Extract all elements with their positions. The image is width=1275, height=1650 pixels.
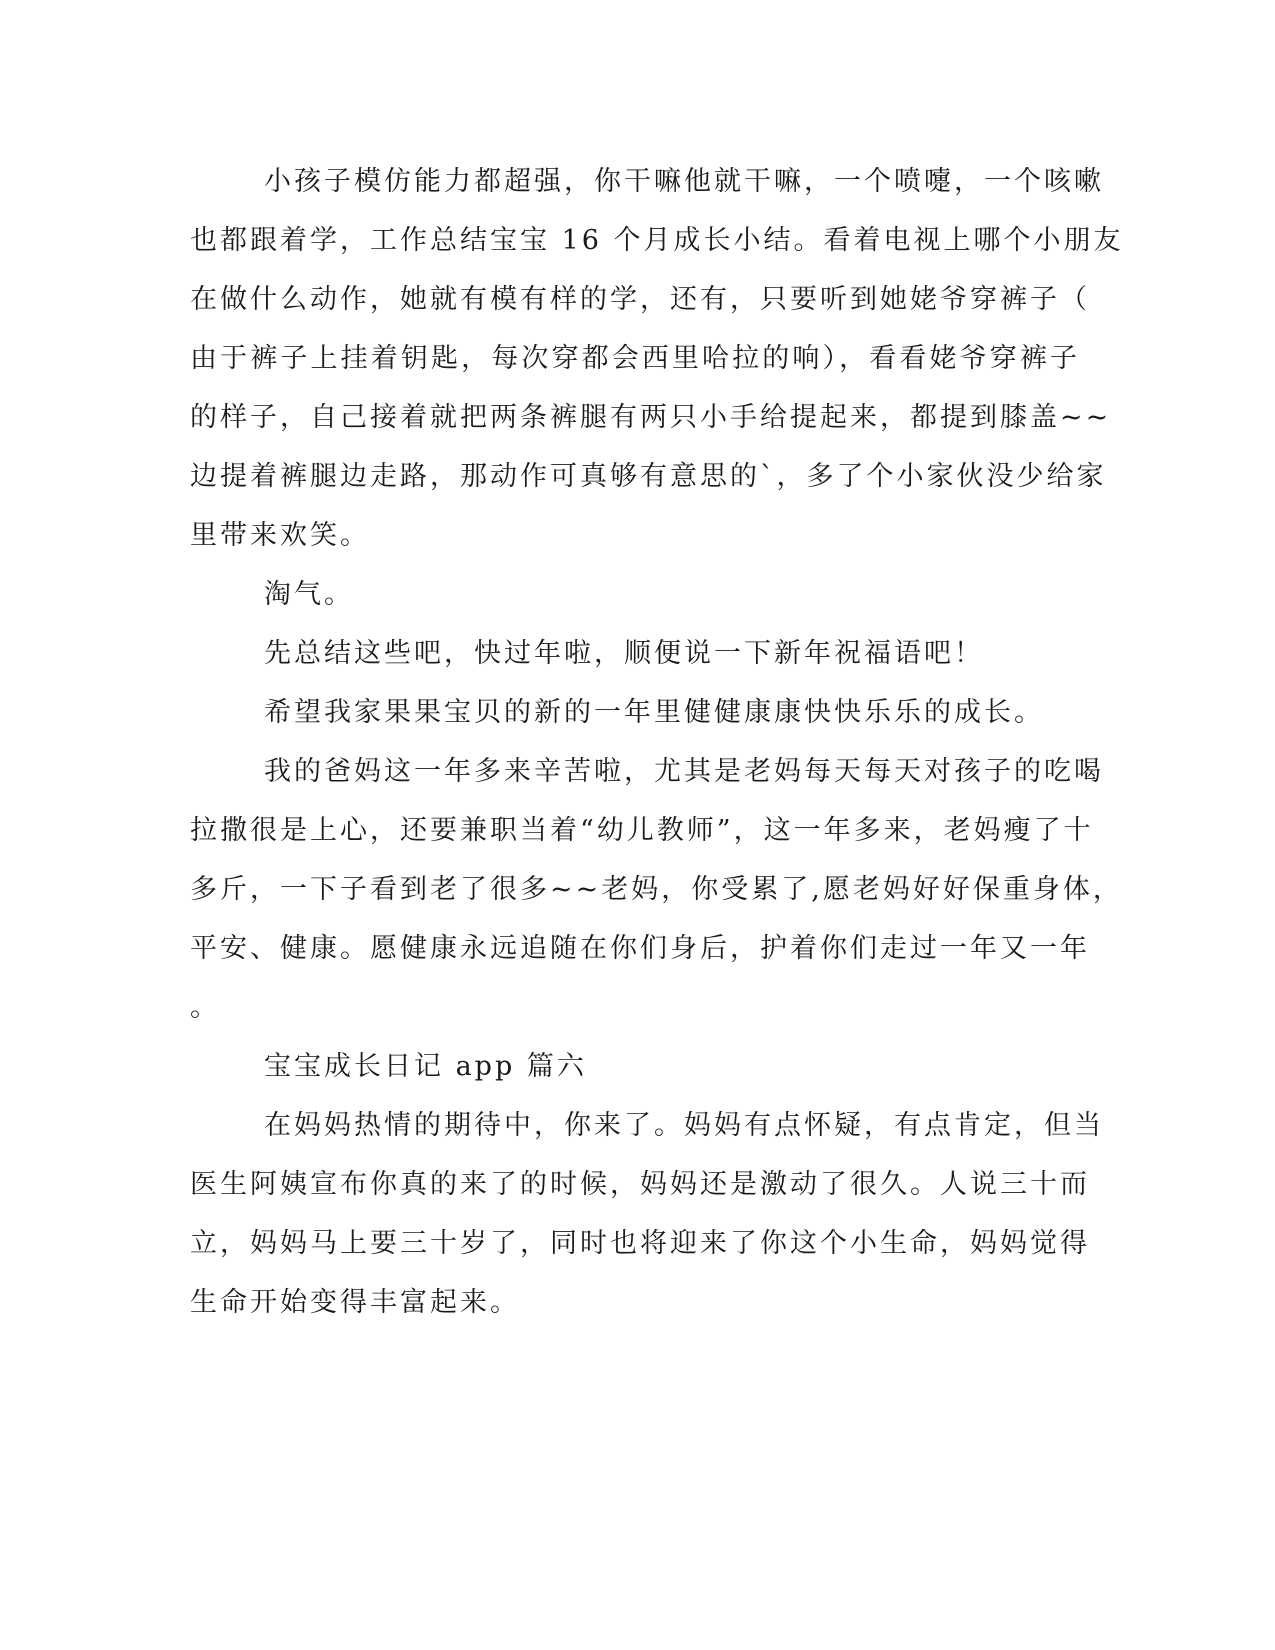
text-line: 生命开始变得丰富起来。 (190, 1287, 520, 1318)
text-line: 淘气。 (264, 579, 354, 610)
text-line: 由于裤子上挂着钥匙，每次穿都会西里哈拉的响），看看姥爷穿裤子 (190, 343, 1080, 374)
text-line: 先总结这些吧，快过年啦，顺便说一下新年祝福语吧！ (264, 638, 984, 669)
text-line: 。 (190, 992, 220, 1023)
text-line: 里带来欢笑。 (190, 520, 370, 551)
text-line: 小孩子模仿能力都超强，你干嘛他就干嘛，一个喷嚏，一个咳嗽 (264, 166, 1104, 197)
text-line: 在做什么动作，她就有模有样的学，还有，只要听到她姥爷穿裤子（ (190, 284, 1090, 315)
text-line: 希望我家果果宝贝的新的一年里健健康康快快乐乐的成长。 (264, 697, 1044, 728)
text-line: 立，妈妈马上要三十岁了，同时也将迎来了你这个小生命，妈妈觉得 (190, 1228, 1090, 1259)
text-line: 的样子，自己接着就把两条裤腿有两只小手给提起来，都提到膝盖~~ (190, 402, 1112, 433)
text-line: 我的爸妈这一年多来辛苦啦，尤其是老妈每天每天对孩子的吃喝 (264, 756, 1104, 787)
text-line: 平安、健康。愿健康永远追随在你们身后，护着你们走过一年又一年 (190, 933, 1090, 964)
text-line: 在妈妈热情的期待中，你来了。妈妈有点怀疑，有点肯定，但当 (264, 1110, 1104, 1141)
text-line: 医生阿姨宣布你真的来了的时候，妈妈还是激动了很久。人说三十而 (190, 1169, 1090, 1200)
text-line: 也都跟着学，工作总结宝宝 16 个月成长小结。看着电视上哪个小朋友 (190, 225, 1124, 256)
section-heading: 宝宝成长日记 app 篇六 (264, 1051, 587, 1082)
text-line: 多斤，一下子看到老了很多~~老妈，你受累了,愿老妈好好保重身体， (190, 874, 1123, 905)
text-line: 拉撒很是上心，还要兼职当着“幼儿教师”，这一年多来，老妈瘦了十 (190, 815, 1094, 846)
text-line: 边提着裤腿边走路，那动作可真够有意思的`，多了个小家伙没少给家 (190, 461, 1107, 492)
